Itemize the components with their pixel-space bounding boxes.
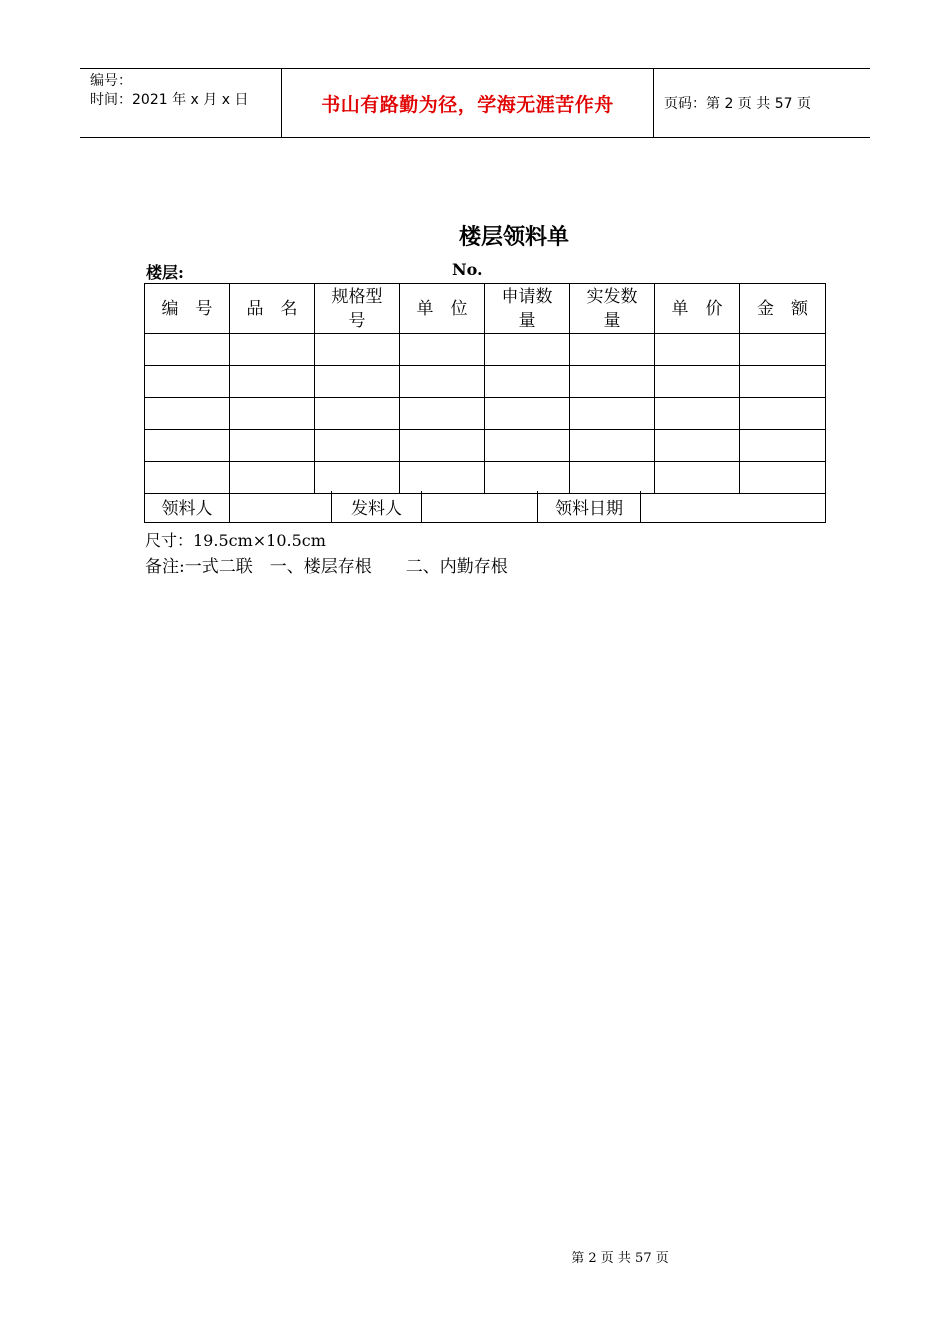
page-info: 页码：第 2 页 共 57 页 xyxy=(664,96,811,112)
table-cell[interactable] xyxy=(230,398,315,430)
table-cell[interactable] xyxy=(485,334,570,366)
header-right xyxy=(654,69,870,137)
table-row xyxy=(145,398,826,430)
table-cell[interactable] xyxy=(655,366,740,398)
table-header-row xyxy=(145,284,826,334)
table-cell[interactable] xyxy=(485,366,570,398)
table-row xyxy=(145,430,826,462)
page-footer: 第 2 页 共 57 页 xyxy=(571,1251,669,1266)
table-cell[interactable] xyxy=(145,334,230,366)
table-cell[interactable] xyxy=(400,462,485,494)
table-cell[interactable] xyxy=(315,334,400,366)
time-label: 时间：2021 年 x 月 x 日 xyxy=(90,92,249,108)
table-cell[interactable] xyxy=(145,398,230,430)
column-header-line1: 实发数 xyxy=(586,286,638,307)
signature-row xyxy=(144,491,826,523)
table-cell[interactable] xyxy=(230,462,315,494)
table-cell[interactable] xyxy=(570,430,655,462)
number-label: No. xyxy=(452,260,483,279)
table-cell[interactable] xyxy=(570,462,655,494)
table-cell[interactable] xyxy=(145,462,230,494)
table-cell[interactable] xyxy=(145,366,230,398)
column-header-line1: 编 号 xyxy=(161,298,213,319)
column-header xyxy=(400,284,485,334)
floor-label: 楼层: xyxy=(146,263,184,282)
table-cell[interactable] xyxy=(570,398,655,430)
table-cell[interactable] xyxy=(230,366,315,398)
table-cell[interactable] xyxy=(400,430,485,462)
column-header-line2: 号 xyxy=(348,310,366,331)
table-cell[interactable] xyxy=(230,430,315,462)
table-cell[interactable] xyxy=(400,366,485,398)
header-left xyxy=(80,69,281,137)
table-row xyxy=(145,462,826,494)
column-header-line1: 金 额 xyxy=(757,298,808,319)
table-cell[interactable] xyxy=(655,398,740,430)
column-header-line1: 单 价 xyxy=(671,298,723,319)
date-label: 领料日期 xyxy=(538,491,641,523)
table-cell[interactable] xyxy=(315,398,400,430)
size-note: 尺寸：19.5cm×10.5cm xyxy=(145,531,326,550)
column-header xyxy=(655,284,740,334)
column-header-line2: 量 xyxy=(603,310,621,331)
table-cell[interactable] xyxy=(230,334,315,366)
table-cell[interactable] xyxy=(655,430,740,462)
form-title: 楼层领料单 xyxy=(458,224,569,250)
table-cell[interactable] xyxy=(400,398,485,430)
remark-note: 备注:一式二联 一、楼层存根 二、内勤存根 xyxy=(145,557,508,577)
date-field[interactable] xyxy=(641,491,826,523)
issuer-field[interactable] xyxy=(422,491,538,523)
serial-label: 编号： xyxy=(90,73,132,89)
table-cell[interactable] xyxy=(570,334,655,366)
column-header xyxy=(485,284,570,334)
column-header xyxy=(230,284,315,334)
table-cell[interactable] xyxy=(740,430,826,462)
page-header xyxy=(80,68,870,138)
motto-text: 书山有路勤为径，学海无涯苦作舟 xyxy=(321,93,614,116)
table-row xyxy=(145,334,826,366)
column-header xyxy=(315,284,400,334)
column-header-line1: 申请数 xyxy=(501,286,553,307)
table-cell[interactable] xyxy=(315,430,400,462)
table-cell[interactable] xyxy=(655,334,740,366)
column-header xyxy=(740,284,826,334)
table-cell[interactable] xyxy=(400,334,485,366)
table-cell[interactable] xyxy=(655,462,740,494)
table-cell[interactable] xyxy=(740,366,826,398)
table-cell[interactable] xyxy=(740,334,826,366)
column-header-line2: 量 xyxy=(518,310,536,331)
table-cell[interactable] xyxy=(315,462,400,494)
receiver-field[interactable] xyxy=(230,491,332,523)
header-center xyxy=(281,69,654,137)
receiver-label: 领料人 xyxy=(145,491,230,523)
column-header xyxy=(145,284,230,334)
table-cell[interactable] xyxy=(740,462,826,494)
column-header-line1: 规格型 xyxy=(331,286,383,307)
table-cell[interactable] xyxy=(485,462,570,494)
requisition-table xyxy=(144,283,826,494)
table-cell[interactable] xyxy=(740,398,826,430)
column-header-line1: 单 位 xyxy=(416,298,468,319)
table-row xyxy=(145,366,826,398)
issuer-label: 发料人 xyxy=(332,491,422,523)
column-header xyxy=(570,284,655,334)
table-cell[interactable] xyxy=(485,430,570,462)
table-cell[interactable] xyxy=(570,366,655,398)
table-cell[interactable] xyxy=(145,430,230,462)
table-cell[interactable] xyxy=(485,398,570,430)
column-header-line1: 品 名 xyxy=(246,298,298,319)
table-cell[interactable] xyxy=(315,366,400,398)
